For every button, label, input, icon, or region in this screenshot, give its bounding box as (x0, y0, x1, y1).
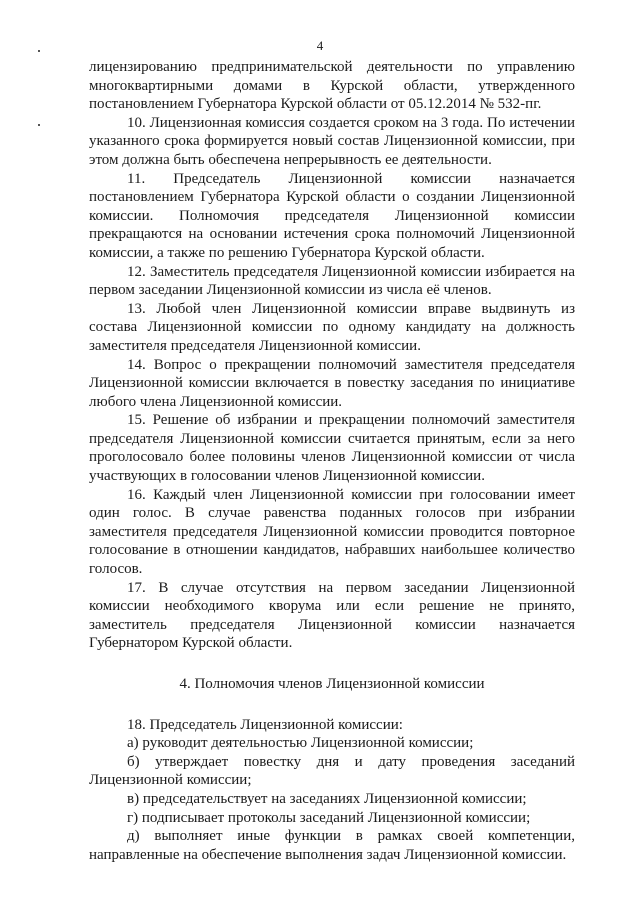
item-v: в) председательствует на заседаниях Лицензионной комиссии; (127, 790, 527, 807)
paragraph-16: 16. Каждый член Лицензионной комиссии при голосовании имеет один голос. В случае равенства поданных голосов при избрании заместителя председателя Лицензионной комиссии проводится повторное голосование в отношении кандидатов, набравших наибольшее количество голосов. (89, 486, 575, 578)
paragraph-17: 17. В случае отсутствия на первом заседании Лицензионной комиссии необходимого кворума или если решение не принято, заместитель председателя Лицензионной комиссии назначается Губернатором Курской области. (89, 579, 575, 652)
paragraph-18: 18. Председатель Лицензионной комиссии: (127, 716, 403, 733)
paragraph-14: 14. Вопрос о прекращении полномочий заместителя председателя Лицензионной комиссии включается в повестку заседания по инициативе любого члена Лицензионной комиссии. (89, 356, 575, 410)
item-a: а) руководит деятельностью Лицензионной комиссии; (127, 735, 474, 752)
document-body (89, 58, 575, 864)
scan-mark (38, 50, 40, 52)
item-g: г) подписывает протоколы заседаний Лицензионной комиссии; (127, 809, 531, 826)
paragraph-11: 11. Председатель Лицензионной комиссии назначается постановлением Губернатора Курской области о создании Лицензионной комиссии. Полномочия председателя Лицензионной комиссии прекращаются на основании истечения срока полномочий Лицензионной комиссии, а также по решению Губернатора Курской области. (89, 170, 575, 261)
item-b: б) утверждает повестку дня и дату проведения заседаний Лицензионной комиссии; (89, 753, 575, 789)
scan-mark (38, 124, 40, 126)
paragraph-15: 15. Решение об избрании и прекращении полномочий заместителя председателя Лицензионной комиссии считается принятым, если за него проголосовало более половины членов Лицензионной комиссии от числа участвующих в голосовании членов Лицензионной комиссии. (89, 412, 575, 485)
section-heading: 4. Полномочия членов Лицензионной комиссии (179, 676, 485, 692)
paragraph-13: 13. Любой член Лицензионной комиссии вправе выдвинуть из состава Лицензионной комиссии по одному кандидату на должность заместителя председателя Лицензионной комиссии. (89, 300, 575, 354)
page-number: 4 (316, 38, 324, 53)
paragraph-continuation: лицензированию предпринимательской деятельности по управлению многоквартирными домами в Курской области, утвержденного постановлением Губернатора Курской области от 05.12.2014 № 532-пг. (89, 59, 575, 113)
paragraph-12: 12. Заместитель председателя Лицензионной комиссии избирается на первом заседании Лицензионной комиссии из числа её членов. (89, 263, 575, 299)
item-d: д) выполняет иные функции в рамках своей компетенции, направленные на обеспечение выполнения задач Лицензионной комиссии. (89, 828, 575, 863)
paragraph-10: 10. Лицензионная комиссия создается сроком на 3 года. По истечении указанного срока формируется новый состав Лицензионной комиссии, при этом должна быть обеспечена непрерывность ее деятельности. (89, 114, 575, 168)
